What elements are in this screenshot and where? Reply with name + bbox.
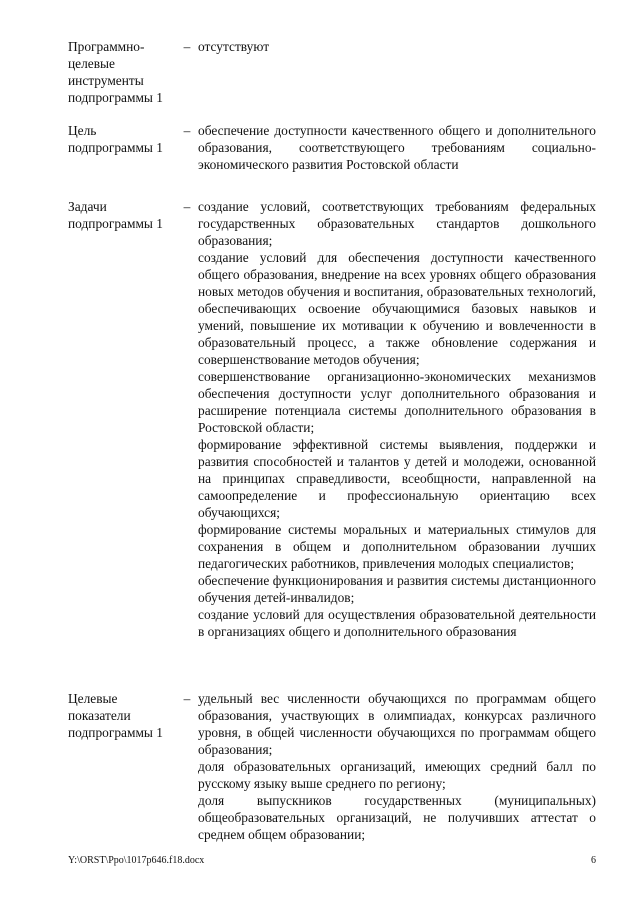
label-line: Целевые	[68, 691, 118, 706]
paragraph: создание условий для обеспечения доступности качественного общего образования, внедрение на всех уровнях общего образования новых методов обучения и воспитания, образовательных технологий, обеспечивающих освоение обучающимися базовых навыков и умений, повышение их мотивации к обучению и вовлеченности в образовательный процесс, а также обновление содержания и совершенствование методов обучения;	[198, 250, 596, 367]
footer-file-path: Y:\ORST\Ppo\1017p646.f18.docx	[68, 855, 205, 866]
paragraph: формирование эффективной системы выявления, поддержки и развития способностей и талантов у детей и молодежи, основанной на принципах справедливости, всеобщности, направленной на самоопределение и профессиональную ориентацию всех обучающихся;	[198, 437, 596, 520]
row-dash: –	[183, 39, 191, 54]
paragraph: создание условий для осуществления образовательной деятельности в организациях общего и дополнительного образования	[198, 607, 596, 639]
paragraph: обеспечение функционирования и развития системы дистанционного обучения детей-инвалидов;	[198, 573, 596, 605]
row-dash: –	[183, 199, 191, 214]
row-label	[68, 198, 176, 640]
row-dash: –	[183, 691, 191, 706]
paragraph: доля выпускников государственных (муниципальных) общеобразовательных организаций, не получивших аттестат о среднем общем образовании;	[198, 793, 596, 842]
paragraph: обеспечение доступности качественного общего и дополнительного образования, соответствующего требованиям социально-экономического развития Ростовской области	[198, 123, 596, 172]
paragraph: создание условий, соответствующих требованиям федеральных государственных образовательных стандартов дошкольного образования;	[198, 199, 596, 248]
row-content	[198, 122, 596, 173]
label-line: Задачи	[68, 199, 107, 214]
row-content	[198, 38, 596, 106]
row-content	[198, 690, 596, 843]
row-dash: –	[183, 123, 191, 138]
paragraph: формирование системы моральных и материальных стимулов для сохранения в общем и дополнительном образовании лучших педагогических работников, привлечения молодых специалистов;	[198, 522, 596, 571]
row-label	[68, 38, 176, 106]
row-instruments	[68, 38, 596, 106]
paragraph: совершенствование организационно-экономических механизмов обеспечения доступности услуг дополнительного образования и расширение потенциала системы дополнительного образования в Ростовской области;	[198, 369, 596, 435]
paragraph: доля образовательных организаций, имеющих средний балл по русскому языку выше среднего по региону;	[198, 759, 596, 791]
label-line: Цель	[68, 123, 97, 138]
row-content	[198, 198, 596, 640]
label-line: подпрограммы 1	[68, 90, 163, 105]
label-line: показатели	[68, 708, 131, 723]
row-indicators	[68, 690, 596, 843]
label-line: Программно-	[68, 39, 145, 54]
paragraph: отсутствуют	[198, 39, 270, 54]
paragraph: удельный вес численности обучающихся по программам общего образования, участвующих в олимпиадах, конкурсах различного уровня, в общей численности обучающихся по программам общего образования;	[198, 691, 596, 757]
footer-page-number: 6	[591, 855, 596, 866]
label-line: инструменты	[68, 73, 144, 88]
row-tasks	[68, 198, 596, 640]
label-line: целевые	[68, 56, 115, 71]
label-line: подпрограммы 1	[68, 140, 163, 155]
row-label	[68, 122, 176, 173]
row-label	[68, 690, 176, 843]
label-line: подпрограммы 1	[68, 216, 163, 231]
label-line: подпрограммы 1	[68, 725, 163, 740]
row-goal	[68, 122, 596, 173]
